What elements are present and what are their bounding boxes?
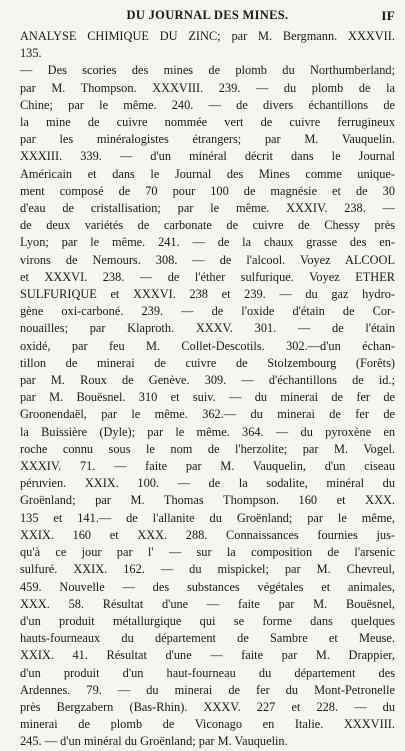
text-line: d'eau de cristallisation; par le même. XXXIV. 238. — <box>20 201 395 216</box>
text-line: gène oxi-carboné. 239. — de l'oxide d'étain de Cor- <box>20 304 395 319</box>
text-line: hauts-fourneaux du département de Sambre et Meuse. <box>20 631 395 646</box>
text-line: de deux variétés de carbonate de cuivre de Chessy près <box>20 218 395 233</box>
text-line: nouailles; par Klaproth. XXXV. 301. — de l'étain <box>20 321 395 336</box>
text-line: Américain et dans le Journal des Mines comme unique- <box>20 166 395 181</box>
text-line: — Des scories des mines de plomb du Northumberland; <box>20 63 395 78</box>
text-line: roche connu sous le nom de l'herzolite; par M. Vogel. <box>20 441 395 456</box>
text-line: la Buissière (Dyle); par le même. 364. — du pyroxène en <box>20 424 395 439</box>
text-line: par M. Bouësnel. 310 et suiv. — du minerai de fer de <box>20 390 395 405</box>
text-line: ment composé de 70 pour 100 de magnésie et de 30 <box>20 183 395 198</box>
text-line: par les minéralogistes étrangers; par M. Vauquelin. <box>20 132 395 147</box>
text-line: 135 et 141.— de l'allanite du Groënland; par le même, <box>20 510 395 525</box>
text-line: d'un produit d'un haut-fourneau du département des <box>20 665 395 680</box>
running-title: DU JOURNAL DES MINES. <box>126 8 289 22</box>
text-line: XXXIII. 339. — d'un minéral décrit dans le Journal <box>20 149 395 164</box>
text-line: sulfuré. XXIX. 162. — du mispickel; par M. Chevreul, <box>20 562 395 577</box>
text-line: XXX. 58. Résultat d'une — faite par M. Bouësnel, <box>20 596 395 611</box>
text-line: XXIX. 41. Résultat d'une — faite par M. Drappier, <box>20 648 395 663</box>
text-line: près Bergzabern (Bas-Rhin). XXXV. 227 et 228. — du <box>20 699 395 714</box>
text-line: la mine de cuivre nommée vert de cuivre ferrugineux <box>20 115 395 130</box>
page-number: IF <box>381 8 395 23</box>
text-line: qu'à ce jour par l' — sur la composition de l'arsenic <box>20 545 395 560</box>
text-line: par M. Roux de Genève. 309. — d'échantillons de id.; <box>20 373 395 388</box>
running-header <box>20 8 395 28</box>
text-line: Groonendaël, par le même. 362.— du minerai de fer de <box>20 407 395 422</box>
text-line: virons de Nemours. 308. — de l'alcool. Voyez ALCOOL <box>20 252 395 267</box>
text-line: ANALYSE CHIMIQUE DU ZINC; par M. Bergmann. XXXVII. <box>20 29 395 43</box>
text-line: Groënland; par M. Thomas Thompson. 160 et XXX. <box>20 493 395 508</box>
text-line: 245. — d'un minéral du Groënland; par M. Vauquelin. <box>20 734 288 749</box>
text-line: Chine; par le même. 240. — de divers échantillons de <box>20 97 395 112</box>
text-line: Ardennes. 79. — du minerai de fer du Mont-Petronelle <box>20 682 395 697</box>
text-line: et XXXVI. 238. — de l'éther sulfurique. Voyez ETHER <box>20 269 395 284</box>
text-line: Lyon; par le même. 241. — de la chaux grasse des en- <box>20 235 395 250</box>
text-line: XXIX. 160 et XXX. 288. Connaissances fournies jus- <box>20 527 395 542</box>
index-entry-text <box>20 28 395 751</box>
text-line: par M. Thompson. XXXVIII. 239. — du plomb de la <box>20 80 395 95</box>
text-line: d'un produit métallurgique qui se forme dans quelques <box>20 613 395 628</box>
text-line: XXXIV. 71. — faite par M. Vauquelin, d'un ciseau <box>20 459 395 474</box>
text-line: SULFURIQUE et XXXVI. 238 et 239. — du gaz hydro- <box>20 287 395 302</box>
text-line: 459. Nouvelle — des substances végétales et animales, <box>20 579 395 594</box>
text-line: 135. <box>20 46 42 61</box>
text-line: minerai de plomb de Viconago en Italie. XXXVIII. <box>20 717 395 732</box>
text-line: péruvien. XXIX. 100. — de la sodalite, minéral du <box>20 476 395 491</box>
text-line: tillon de minerai de cuivre de Stolzembourg (Forêts) <box>20 355 395 370</box>
text-line: oxidé, par feu M. Collet-Descotils. 302.—d'un échan- <box>20 338 395 353</box>
